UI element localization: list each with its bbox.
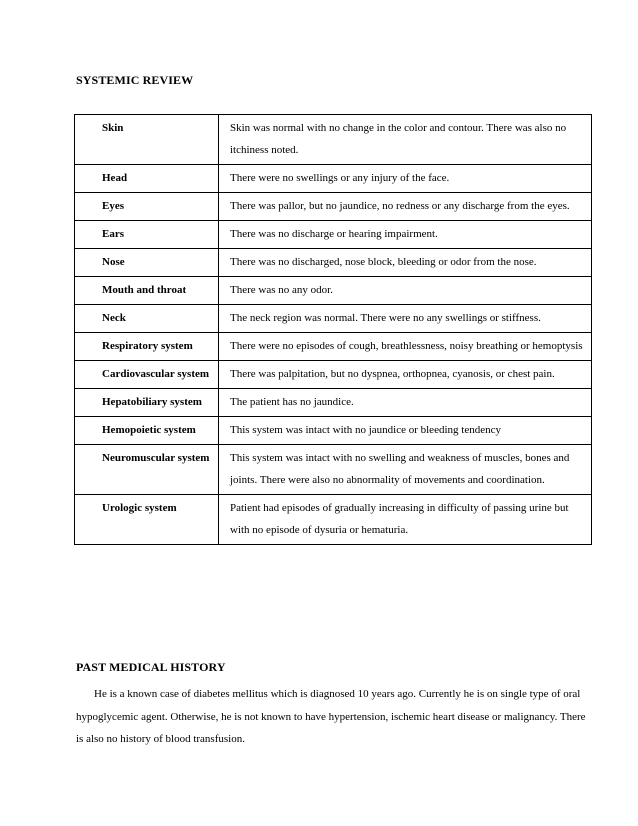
row-label: Urologic system [75,495,219,545]
row-text: There was no discharged, nose block, bleeding or odor from the nose. [219,249,592,277]
row-text: There was palpitation, but no dyspnea, orthopnea, cyanosis, or chest pain. [219,361,592,389]
row-label: Neuromuscular system [75,445,219,495]
row-label: Hemopoietic system [75,417,219,445]
row-text: This system was intact with no jaundice or bleeding tendency [219,417,592,445]
table-row [75,305,592,333]
row-text: There were no episodes of cough, breathlessness, noisy breathing or hemoptysis [219,333,592,361]
row-label: Eyes [75,193,219,221]
table-row [75,417,592,445]
row-text: Patient had episodes of gradually increasing in difficulty of passing urine but with no episode of dysuria or hematuria. [219,495,592,545]
table-row [75,249,592,277]
row-text: There was no any odor. [219,277,592,305]
past-medical-history-heading: PAST MEDICAL HISTORY [76,660,226,674]
row-label: Mouth and throat [75,277,219,305]
table-row [75,389,592,417]
row-text: There were no swellings or any injury of the face. [219,165,592,193]
row-label: Ears [75,221,219,249]
table-row [75,361,592,389]
table-row [75,221,592,249]
table-row [75,165,592,193]
row-label: Cardiovascular system [75,361,219,389]
row-label: Neck [75,305,219,333]
row-label: Respiratory system [75,333,219,361]
systemic-review-table [74,114,592,545]
row-text: There was pallor, but no jaundice, no redness or any discharge from the eyes. [219,193,592,221]
table-row [75,333,592,361]
past-medical-history-paragraph: He is a known case of diabetes mellitus which is diagnosed 10 years ago. Currently he is on single type of oral hypoglycemic agent. Otherwise, he is not known to have hypertension, ischemic heart disease or malignancy. There is also no history of blood transfusion. [76,688,586,745]
systemic-review-heading: SYSTEMIC REVIEW [76,73,194,87]
row-label: Head [75,165,219,193]
table-row [75,445,592,495]
row-text: The neck region was normal. There were no any swellings or stiffness. [219,305,592,333]
table-row [75,115,592,165]
row-text: This system was intact with no swelling and weakness of muscles, bones and joints. There were also no abnormality of movements and coordination. [219,445,592,495]
row-text: There was no discharge or hearing impairment. [219,221,592,249]
row-text: Skin was normal with no change in the color and contour. There was also no itchiness noted. [219,115,592,165]
row-text: The patient has no jaundice. [219,389,592,417]
row-label: Nose [75,249,219,277]
table-row [75,277,592,305]
table-row [75,193,592,221]
row-label: Hepatobiliary system [75,389,219,417]
table-row [75,495,592,545]
row-label: Skin [75,115,219,165]
